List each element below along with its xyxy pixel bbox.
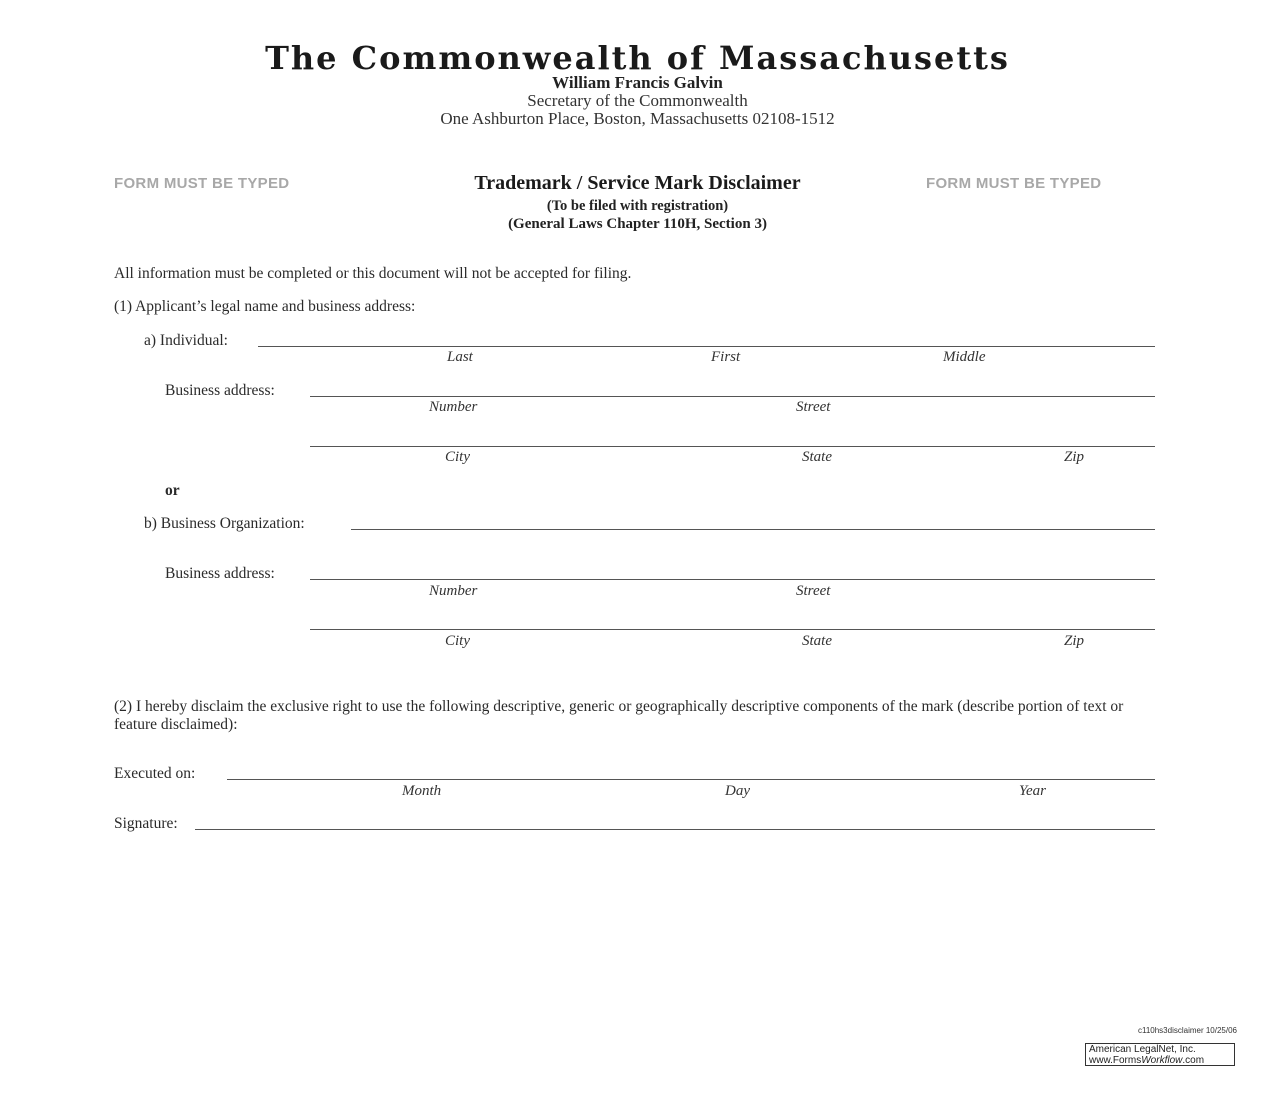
secretary-title: Secretary of the Commonwealth xyxy=(527,91,748,110)
caption-street: Street xyxy=(796,399,831,415)
commonwealth-title: The Commonwealth of Massachusetts xyxy=(265,39,1010,77)
individual-business-address-label: Business address: xyxy=(165,382,275,399)
caption-street: Street xyxy=(796,583,831,599)
individual-address-street-field[interactable] xyxy=(310,396,1155,397)
publisher-url-part: www.Forms xyxy=(1089,1054,1142,1066)
publisher-url xyxy=(1089,1056,1231,1067)
caption-zip: Zip xyxy=(1064,633,1085,649)
section1-label: (1) Applicant’s legal name and business address: xyxy=(114,298,416,315)
individual-address-city-field[interactable] xyxy=(310,446,1155,447)
form-subtitle-filing: (To be filed with registration) xyxy=(546,198,729,214)
publisher-box xyxy=(1085,1043,1235,1066)
publisher-name: American LegalNet, Inc. xyxy=(1089,1044,1196,1055)
caption-state: State xyxy=(802,633,832,649)
secretary-name: William Francis Galvin xyxy=(552,73,723,92)
executed-on-label: Executed on: xyxy=(114,765,196,782)
organization-name-field[interactable] xyxy=(351,529,1155,530)
caption-number: Number xyxy=(429,583,478,599)
organization-address-street-field[interactable] xyxy=(310,579,1155,580)
organization-business-address-label: Business address: xyxy=(165,565,275,582)
caption-state: State xyxy=(802,449,832,465)
office-address: One Ashburton Place, Boston, Massachusetts 02108-1512 xyxy=(440,109,835,128)
organization-label: b) Business Organization: xyxy=(144,515,305,532)
or-label: or xyxy=(165,482,180,499)
caption-zip: Zip xyxy=(1064,449,1085,465)
individual-label: a) Individual: xyxy=(144,332,228,349)
executed-date-field[interactable] xyxy=(227,779,1155,780)
caption-month: Month xyxy=(402,783,442,799)
section2-disclaimer-text: (2) I hereby disclaim the exclusive right to use the following descriptive, generic or geographically descriptive components of the mark (describe portion of text or feature disclaimed): xyxy=(114,698,1124,733)
publisher-url-part: .com xyxy=(1182,1054,1205,1066)
caption-middle: Middle xyxy=(943,349,986,365)
typed-notice-right: FORM MUST BE TYPED xyxy=(926,175,1102,192)
caption-day: Day xyxy=(725,783,750,799)
publisher-url-part: Workflow xyxy=(1141,1054,1183,1066)
caption-number: Number xyxy=(429,399,478,415)
instruction-text: All information must be completed or this document will not be accepted for filing. xyxy=(114,265,632,282)
caption-year: Year xyxy=(1019,783,1046,799)
caption-city: City xyxy=(445,449,470,465)
form-subtitle-law: (General Laws Chapter 110H, Section 3) xyxy=(508,216,767,232)
typed-notice-left: FORM MUST BE TYPED xyxy=(114,175,290,192)
organization-address-city-field[interactable] xyxy=(310,629,1155,630)
signature-label: Signature: xyxy=(114,815,178,832)
individual-name-field[interactable] xyxy=(258,346,1155,347)
form-id: c110hs3disclaimer 10/25/06 xyxy=(1137,1026,1237,1035)
caption-last: Last xyxy=(447,349,473,365)
caption-city: City xyxy=(445,633,470,649)
caption-first: First xyxy=(711,349,741,365)
form-title: Trademark / Service Mark Disclaimer xyxy=(474,172,801,194)
signature-field[interactable] xyxy=(195,829,1155,830)
